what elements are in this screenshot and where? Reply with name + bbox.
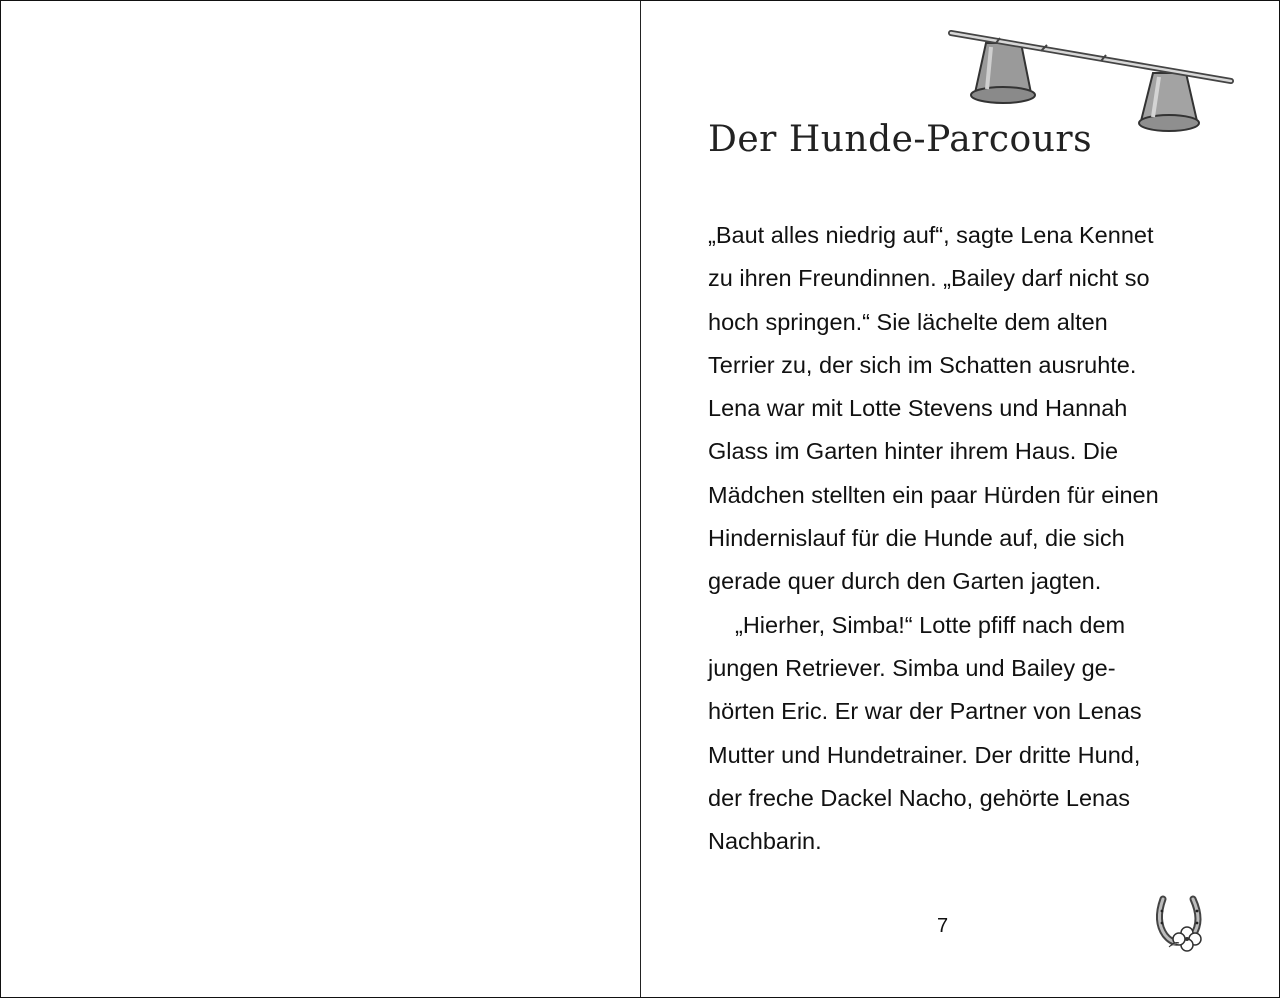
left-page-blank — [1, 1, 641, 997]
text-line: Terrier zu, der sich im Schatten ausruhte. — [708, 351, 1137, 378]
text-line: Mutter und Hundetrainer. Der dritte Hund, — [708, 741, 1141, 768]
text-line: zu ihren Freundinnen. „Bailey darf nicht so — [708, 265, 1150, 292]
text-line: Glass im Garten hinter ihrem Haus. Die — [708, 438, 1119, 465]
text-line: „Baut alles niedrig auf“, sagte Lena Kennet — [708, 222, 1154, 248]
text-line: gerade quer durch den Garten jagten. — [708, 568, 1102, 595]
text-line: jungen Retriever. Simba und Bailey ge- — [708, 654, 1116, 681]
text-line: Lena war mit Lotte Stevens und Hannah — [708, 395, 1128, 422]
text-line: hoch springen.“ Sie lächelte dem alten — [708, 308, 1108, 335]
text-line: Mädchen stellten ein paar Hürden für einen — [708, 481, 1159, 508]
text-line: der freche Dackel Nacho, gehörte Lenas — [708, 784, 1130, 811]
page-number: 7 — [937, 915, 949, 937]
text-line: Hindernislauf für die Hunde auf, die sich — [708, 525, 1125, 552]
text-line: „Hierher, Simba!“ Lotte pfiff nach dem — [735, 611, 1126, 638]
body-text — [708, 214, 1208, 863]
right-page — [641, 1, 1279, 997]
chapter-title: Der Hunde-Parcours — [708, 119, 1093, 160]
text-line: Nachbarin. — [708, 828, 822, 855]
horseshoe-clover-icon — [1149, 891, 1213, 955]
text-line: hörten Eric. Er war der Partner von Lenas — [708, 698, 1142, 725]
